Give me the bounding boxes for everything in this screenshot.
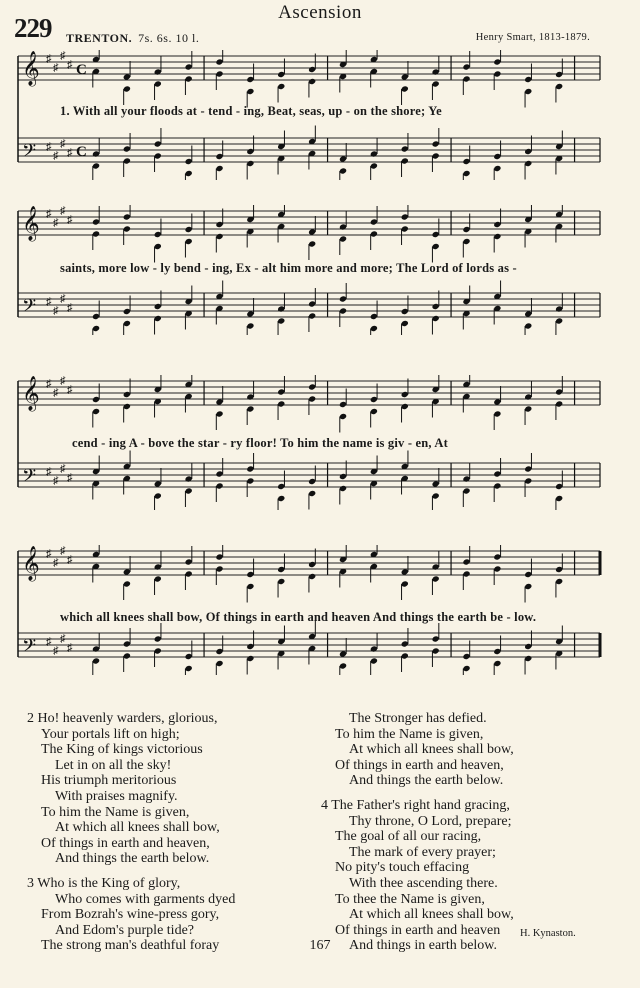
verse-line: Of things in earth and heaven, (41, 835, 210, 851)
svg-text:♯: ♯ (67, 147, 73, 159)
verse-line: And Edom's purple tide? (55, 922, 194, 938)
svg-text:♯: ♯ (60, 205, 66, 217)
svg-text:♯: ♯ (53, 150, 59, 162)
verse-line: To thee the Name is given, (335, 891, 485, 907)
verse-line: No pity's touch effacing (335, 860, 470, 876)
author-credit: H. Kynaston. (520, 928, 576, 939)
verse-line: Of things in earth and heaven, (335, 757, 504, 773)
stanza-column-right (321, 711, 514, 954)
verse-line: Thy throne, O Lord, prepare; (349, 813, 512, 829)
svg-text:♯: ♯ (46, 548, 52, 560)
svg-text:𝄞: 𝄞 (22, 376, 40, 411)
svg-text:♯: ♯ (67, 302, 73, 314)
verse-line: The Stronger has defied. (349, 711, 487, 726)
lyric-line-2: saints, more low - ly bend - ing, Ex - alt him more and more; The Lord of lords as - (60, 261, 517, 275)
svg-text:♯: ♯ (60, 545, 66, 557)
verse-line: From Bozrah's wine-press gory, (41, 907, 220, 923)
svg-text:♯: ♯ (67, 214, 73, 226)
svg-text:𝄢: 𝄢 (22, 636, 37, 661)
svg-text:♯: ♯ (53, 387, 59, 399)
svg-text:♯: ♯ (67, 642, 73, 654)
svg-text:♯: ♯ (53, 305, 59, 317)
tune-meter: 7s. 6s. 10 l. (138, 31, 200, 45)
verse-line: The strong man's deathful foray (41, 938, 220, 954)
svg-text:C: C (76, 144, 87, 160)
verse-line: At which all knees shall bow, (349, 907, 514, 923)
verse-line: His triumph meritorious (41, 773, 177, 789)
verse-line: The King of kings victorious (41, 742, 203, 758)
svg-text:♯: ♯ (53, 557, 59, 569)
svg-text:♯: ♯ (46, 208, 52, 220)
stanza-2 (27, 711, 235, 867)
verse-line: Let in on all the sky! (55, 757, 172, 773)
verse-line: And things in earth below. (349, 938, 498, 954)
svg-text:♯: ♯ (53, 62, 59, 74)
verse-line: 4 The Father's right hand gracing, (321, 797, 510, 813)
svg-text:♯: ♯ (60, 50, 66, 62)
svg-text:♯: ♯ (67, 59, 73, 71)
svg-text:♯: ♯ (60, 293, 66, 305)
verse-line: With praises magnify. (55, 788, 178, 804)
verse-line: To him the Name is given, (335, 726, 484, 742)
svg-text:♯: ♯ (67, 384, 73, 396)
svg-text:𝄞: 𝄞 (22, 206, 40, 241)
lyric-line-4: which all knees shall bow, Of things in earth and heaven And things the earth be - low. (60, 610, 537, 624)
verse-line: And things the earth below. (55, 851, 210, 867)
stanza-4 (321, 798, 514, 954)
verse-line: 2 Ho! heavenly warders, glorious, (27, 711, 218, 726)
svg-text:♯: ♯ (60, 375, 66, 387)
svg-text:♯: ♯ (46, 378, 52, 390)
verse-line: At which all knees shall bow, (349, 742, 514, 758)
page-number: 167 (309, 938, 331, 953)
verse-line: The mark of every prayer; (349, 844, 496, 860)
svg-text:𝄞: 𝄞 (22, 51, 40, 86)
svg-text:♯: ♯ (46, 636, 52, 648)
svg-text:♯: ♯ (46, 296, 52, 308)
svg-text:♯: ♯ (53, 475, 59, 487)
verse-line: At which all knees shall bow, (55, 820, 220, 836)
verse-line: Who comes with garments dyed (55, 891, 236, 907)
svg-text:𝄢: 𝄢 (22, 296, 37, 321)
tune-name-text: TRENTON. (66, 31, 133, 45)
svg-text:♯: ♯ (60, 463, 66, 475)
svg-text:♯: ♯ (46, 53, 52, 65)
verse-line: Of things in earth and heaven (335, 922, 501, 938)
lyric-line-3: cend - ing A - bove the star - ry floor! To him the name is giv - en, At (72, 436, 448, 450)
stanza-column-left (27, 711, 235, 954)
verse-line: The goal of all our racing, (335, 829, 482, 845)
svg-text:♯: ♯ (60, 633, 66, 645)
svg-text:♯: ♯ (60, 138, 66, 150)
verse-line: 3 Who is the King of glory, (27, 875, 181, 891)
svg-text:♯: ♯ (53, 217, 59, 229)
verse-line: Your portals lift on high; (41, 726, 180, 742)
svg-text:♯: ♯ (67, 554, 73, 566)
lyric-line-1: 1. With all your floods at - tend - ing, Beat, seas, up - on the shore; Ye (60, 104, 442, 118)
svg-text:𝄞: 𝄞 (22, 546, 40, 581)
verse-line: To him the Name is given, (41, 804, 190, 820)
svg-text:♯: ♯ (46, 141, 52, 153)
verse-line: With thee ascending there. (349, 875, 498, 891)
svg-text:𝄢: 𝄢 (22, 141, 37, 166)
tune-name (66, 31, 199, 46)
verse-line: And things the earth below. (349, 773, 504, 789)
svg-text:♯: ♯ (53, 645, 59, 657)
svg-text:𝄢: 𝄢 (22, 466, 37, 491)
svg-text:♯: ♯ (67, 472, 73, 484)
hymn-number: 229 (14, 13, 52, 43)
page-title: Ascension (278, 2, 362, 23)
svg-text:♯: ♯ (46, 466, 52, 478)
svg-text:C: C (76, 62, 87, 78)
composer: Henry Smart, 1813-1879. (475, 32, 590, 43)
stanza-3-continued (335, 711, 514, 789)
